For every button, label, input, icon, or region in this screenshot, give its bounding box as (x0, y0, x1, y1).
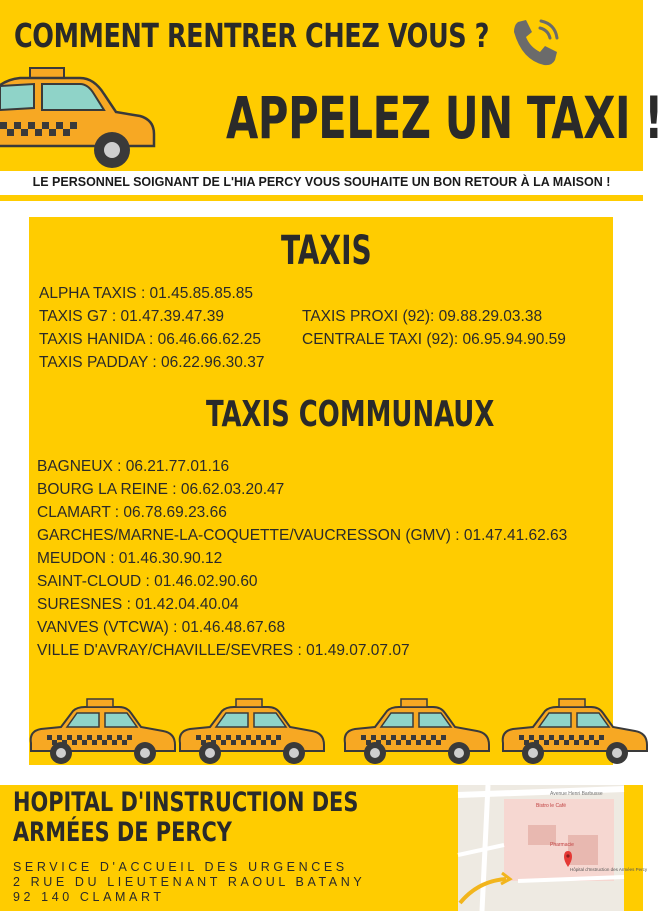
headline: APPELEZ UN TAXI ! (226, 84, 663, 152)
taxi-car-icon (503, 699, 647, 764)
taxi-car-icon (345, 699, 489, 764)
communal-taxi-line: SURESNES : 01.42.04.40.04 (37, 596, 239, 613)
taxi-car-icon (0, 66, 156, 170)
phone-icon (508, 14, 564, 70)
hospital-name-line2: ARMÉES DE PERCY (13, 817, 232, 848)
hospital-name (13, 788, 358, 848)
location-map[interactable] (458, 785, 648, 911)
taxi-line: ALPHA TAXIS : 01.45.85.85.85 (39, 285, 253, 302)
taxi-line: CENTRALE TAXI (92): 06.95.94.90.59 (302, 331, 566, 348)
header (0, 0, 663, 171)
communal-taxi-line: GARCHES/MARNE-LA-COQUETTE/VAUCRESSON (GMV) : 01.47.41.62.63 (37, 527, 568, 544)
communal-taxi-line: VILLE D'AVRAY/CHAVILLE/SEVRES : 01.49.07.07.07 (37, 642, 410, 659)
address-line: SERVICE D'ACCUEIL DES URGENCES (13, 860, 348, 874)
taxi-list-panel (29, 217, 613, 765)
taxi-line: TAXIS G7 : 01.47.39.47.39 (39, 308, 224, 325)
footer (0, 785, 648, 911)
taxi-line: TAXIS PADDAY : 06.22.96.30.37 (39, 354, 265, 371)
taxi-car-icon (180, 699, 324, 764)
communal-taxi-line: SAINT-CLOUD : 01.46.02.90.60 (37, 573, 258, 590)
hospital-name-line1: HOPITAL D'INSTRUCTION DES (13, 787, 359, 818)
map-label: Bistro le Café (536, 803, 567, 809)
taxis-title: TAXIS (281, 228, 372, 274)
banner-text: LE PERSONNEL SOIGNANT DE L'HIA PERCY VOUS SOUHAITE UN BON RETOUR À LA MAISON ! (32, 175, 611, 189)
map-label: Pharmacie (550, 842, 574, 848)
communaux-title: TAXIS COMMUNAUX (206, 394, 495, 435)
communal-taxi-line: VANVES (VTCWA) : 01.46.48.67.68 (37, 619, 286, 636)
taxi-cars-row (29, 697, 613, 765)
map-label: Hôpital d'Instruction des Armées Percy (570, 867, 648, 872)
banner (0, 171, 643, 195)
map-label: Avenue Henri Barbusse (550, 791, 603, 797)
communal-taxi-line: CLAMART : 06.78.69.23.66 (37, 504, 227, 521)
address-line: 2 RUE DU LIEUTENANT RAOUL BATANY (13, 875, 366, 889)
communal-taxi-line: BAGNEUX : 06.21.77.01.16 (37, 458, 230, 475)
taxi-line: TAXIS PROXI (92): 09.88.29.03.38 (302, 308, 543, 325)
communal-taxi-line: BOURG LA REINE : 06.62.03.20.47 (37, 481, 285, 498)
subtitle: COMMENT RENTRER CHEZ VOUS ? (14, 16, 490, 55)
taxi-car-icon (31, 699, 175, 764)
taxi-line: TAXIS HANIDA : 06.46.66.62.25 (39, 331, 262, 348)
address-line: 92 140 CLAMART (13, 890, 165, 904)
communal-taxi-line: MEUDON : 01.46.30.90.12 (37, 550, 223, 567)
banner-divider (0, 195, 643, 201)
